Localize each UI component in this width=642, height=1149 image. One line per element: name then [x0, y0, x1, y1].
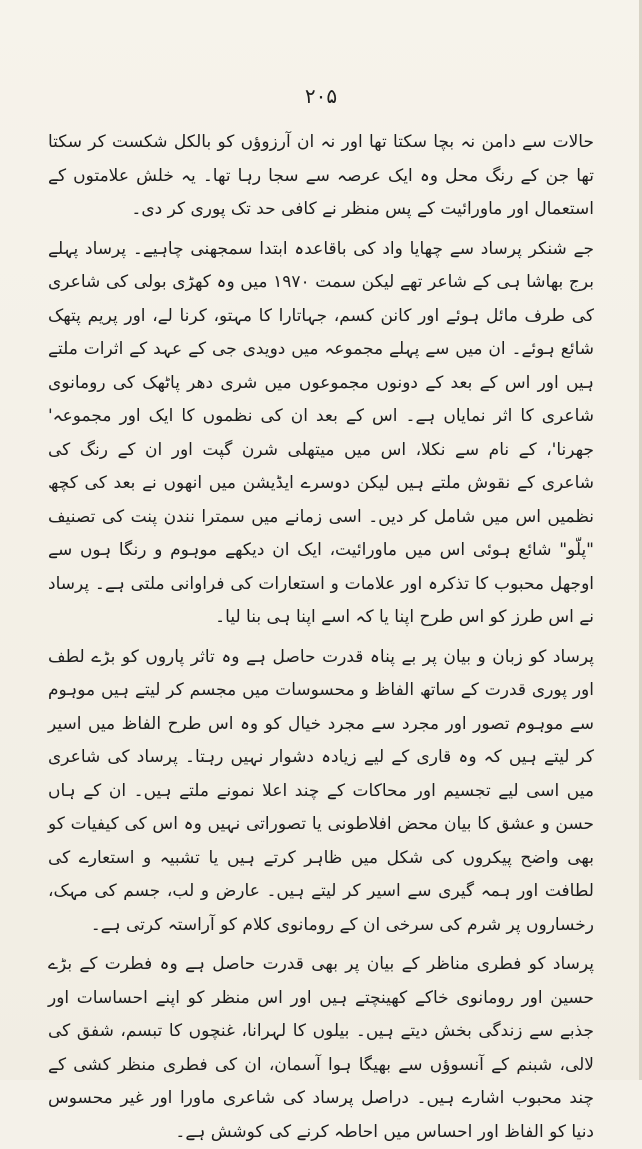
paragraph-1: حالات سے دامن نہ بچا سکتا تھا اور نہ ان آرزوؤں کو بالکل شکست کر سکتا تھا جن کے رنگ محل وہ ایک عرصہ سے سجا رہا تھا۔ یہ خلش علامتوں کے استعمال اور ماورائیت کے پس منظر نے کافی حد تک پوری کر دی۔ — [48, 132, 594, 219]
paragraph-3: پرساد کو زبان و بیان پر بے پناہ قدرت حاصل ہے وہ تاثر پاروں کو بڑے لطف اور پوری قدرت کے ساتھ الفاظ و محسوسات میں مجسم کر لیتے ہیں موہوم سے موہوم تصور اور مجرد سے مجرد خیال کو وہ اس طرح الفاظ میں اسیر کر لیتے ہیں کہ وہ قاری کے لیے زیادہ دشوار نہیں رہتا۔ پرساد کی شاعری میں اسی لیے تجسیم اور محاکات کے چند اعلا نمونے ملتے ہیں۔ ان کے ہاں حسن و عشق کا بیان محض افلاطونی یا تصوراتی نہیں وہ اس کی کیفیات کو بھی واضح پیکروں کی شکل میں ظاہر کرتے ہیں یا تشبیہ و استعارے کی لطافت اور ہمہ گیری سے اسیر کر لیتے ہیں۔ عارض و لب، جسم کی مہک، رخساروں پر شرم کی سرخی ان کے رومانوی کلام کو آراستہ کرتی ہے۔ — [48, 646, 594, 935]
page-number: ۲۰۵ — [304, 84, 338, 108]
paragraph-4: پرساد کو فطری مناظر کے بیان پر بھی قدرت حاصل ہے وہ فطرت کے بڑے حسین اور رومانوی خاکے کھینچتے ہیں اور اس منظر کو اپنے احساسات اور جذبے سے زندگی بخش دیتے ہیں۔ بیلوں کا لہرانا، غنچوں کا تبسم، شفق کی لالی، شبنم کے آنسوؤں سے بھیگا ہوا آسمان، ان کی فطری منظر کشی کے چند محبوب اشارے ہیں۔ دراصل پرساد کی شاعری ماورا اور غیر محسوس دنیا کو الفاظ اور احساس میں احاطہ کرنے کی کوشش ہے۔ — [48, 954, 594, 1142]
body-text — [48, 126, 594, 1149]
paragraph-2: جے شنکر پرساد سے چھایا واد کی باقاعدہ ابتدا سمجھنی چاہیے۔ پرساد پہلے برج بھاشا ہی کے شاعر تھے لیکن سمت ۱۹۷۰ میں وہ کھڑی بولی کی شاعری کی طرف مائل ہوئے اور کانن کسم، جہاتارا کا مہتو، کرنا لے، اور پریم پتھک شائع ہوئے۔ ان میں سے پہلے مجموعہ میں دویدی جی کے عہد کے اثرات ملتے ہیں اور اس کے بعد کے دونوں مجموعوں میں شری دھر پاٹھک کی رومانوی شاعری کا اثر نمایاں ہے۔ اس کے بعد ان کی نظموں کا ایک اور مجموعہ' جھرنا'، کے نام سے نکلا، اس میں میتھلی شرن گپت اور ان کے رنگ کی شاعری کے نقوش ملتے ہیں لیکن دوسرے ایڈیشن میں انھوں نے بعد کی کچھ نظمیں اس میں شامل کر دیں۔ اسی زمانے میں سمترا نندن پنت کی تصنیف "پلّو" شائع ہوئی اس میں ماورائیت، ایک ان دیکھے موہوم و رنگا ہوں سے اوجھل محبوب کا تذکرہ اور علامات و استعارات کی فراوانی ملتی ہے۔ پرساد نے اس طرز کو اس طرح اپنا یا کہ اسے اپنا ہی بنا لیا۔ — [48, 238, 595, 627]
